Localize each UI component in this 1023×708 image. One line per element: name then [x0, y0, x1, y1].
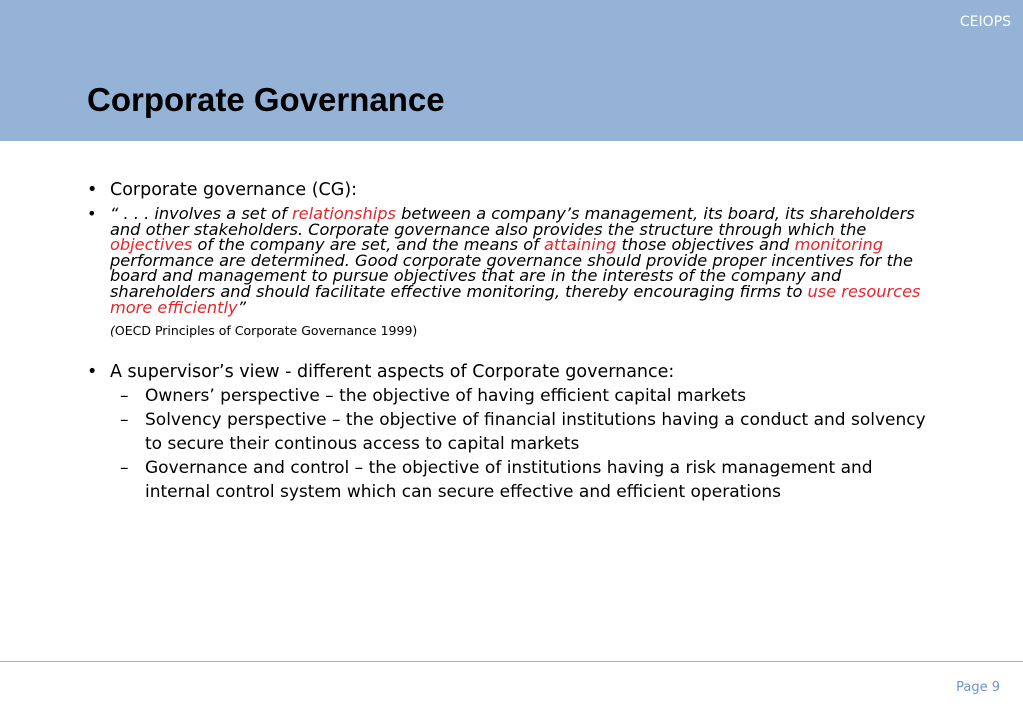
- quote-text: between a company’s management, its board, its shareholders and other stakeholders. Corporate governance also provides the structure through which the: [110, 204, 915, 239]
- highlight-attaining: attaining: [543, 235, 617, 255]
- dash-icon: –: [120, 410, 129, 431]
- source-text: OECD Principles of Corporate Governance 1999): [114, 323, 418, 339]
- page-title: Corporate Governance: [87, 81, 445, 118]
- page-number: Page 9: [956, 680, 1000, 695]
- sub-item-text: Owners’ perspective – the objective of having efficient capital markets: [145, 386, 747, 407]
- bullet-text: Corporate governance (CG):: [110, 180, 358, 200]
- quote-source: [87, 323, 937, 339]
- slide-content: [87, 178, 937, 504]
- sub-item-text: Governance and control – the objective of institutions having a risk management and internal control system which can secure effective and efficient operations: [145, 458, 873, 503]
- quote-text: ”: [237, 297, 247, 317]
- highlight-relationships: relationships: [291, 204, 396, 223]
- sub-item-governance: [87, 456, 937, 504]
- footer-divider: [0, 661, 1023, 662]
- header-band: [0, 0, 1023, 141]
- bullet-supervisor-view: [87, 360, 937, 384]
- source-paren: (: [110, 323, 115, 339]
- quote-text: performance are determined. Good corporate governance should provide proper incentives for the board and management to pursue objectives that are in the interests of the company and shareholders and should facilitate effective monitoring, thereby encouraging firms to: [110, 250, 914, 301]
- bullet-text: A supervisor’s view - different aspects of Corporate governance:: [110, 362, 675, 383]
- highlight-monitoring: monitoring: [794, 235, 883, 255]
- quote-text: of the company are set, and the means of: [192, 235, 544, 255]
- dash-icon: –: [120, 458, 129, 479]
- brand-label: CEIOPS: [959, 14, 1011, 30]
- highlight-use-resources: use resources more efficiently: [110, 281, 921, 317]
- sub-item-solvency: [87, 408, 937, 456]
- bullet-icon: •: [87, 180, 98, 200]
- bullet-cg-definition: [87, 178, 937, 202]
- oecd-quote: [87, 206, 937, 315]
- sub-item-text: Solvency perspective – the objective of financial institutions having a conduct and solvency to secure their continous access to capital markets: [145, 410, 926, 455]
- highlight-objectives: objectives: [110, 235, 193, 255]
- bullet-icon: •: [87, 204, 97, 223]
- quote-text: those objectives and: [616, 235, 795, 255]
- dash-icon: –: [120, 386, 129, 407]
- sub-item-owners: [87, 384, 937, 408]
- bullet-icon: •: [87, 362, 98, 383]
- quote-text: “ . . . involves a set of: [110, 204, 292, 223]
